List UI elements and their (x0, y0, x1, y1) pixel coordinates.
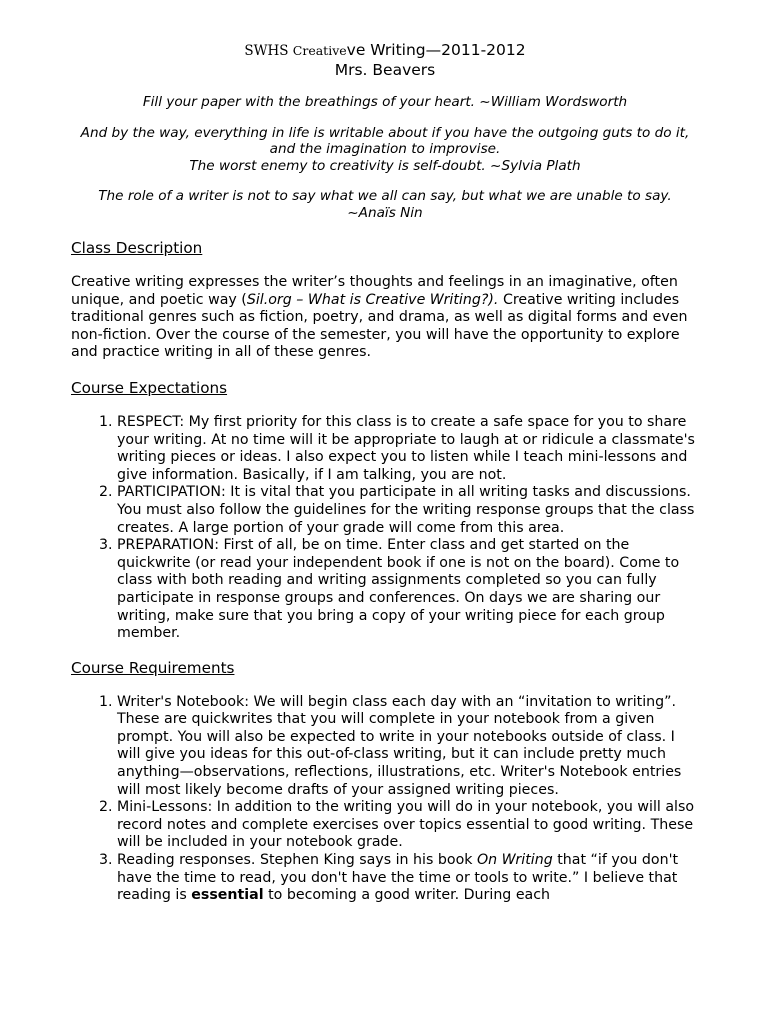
course-requirements-list (71, 694, 699, 905)
book-title: On Writing (476, 852, 553, 869)
class-description-text-cont: Creative writing includes traditional genres such as fiction, poetry, and drama, as well as digital forms and even non-fiction. Over the course of the semester, you will have the opportunity to explore and practice writing in all of these genres. (71, 291, 688, 361)
document-title (71, 40, 699, 61)
quote-plath (71, 125, 699, 175)
expectation-respect: 1. RESPECT: My first priority for this class is to create a safe space for you to share your writing. At no time will it be appropriate to laugh at or ridicule a classmate's writing pieces or ideas. I also expect you to listen while I teach mini-lessons and give information. Basically, if I am talking, you are not. (117, 414, 699, 484)
heading-course-requirements: Course Requirements (71, 658, 235, 677)
teacher-name: Mrs. Beavers (334, 61, 436, 79)
class-description-citation: Sil.org – What is Creative Writing?). (246, 291, 499, 308)
emphasis-essential: essential (191, 887, 264, 904)
class-description-paragraph (71, 274, 699, 362)
expectation-preparation: 3. PREPARATION: First of all, be on time. Enter class and get started on the quickwrite (or read your independent book if one is not on the board). Come to class with both reading and writing assignments completed so you can fully participate in response groups and conferences. On days we are sharing our writing, make sure that you bring a copy of your writing piece for each group member. (117, 537, 699, 643)
quote-nin-line2: ~Anaïs Nin (347, 204, 423, 221)
quote-plath-line3: The worst enemy to creativity is self-doubt. ~Sylvia Plath (189, 157, 581, 174)
quote-nin-line1: The role of a writer is not to say what we all can say, but what we are unable to say. (98, 188, 672, 204)
requirement-writers-notebook: 1. Writer's Notebook: We will begin class each day with an “invitation to writing”. These are quickwrites that you will complete in your notebook from a given prompt. You will also be expected to write in your notebooks outside of class. I will give you ideas for this out-of-class writing, but it can include pretty much anything—observations, reflections, illustrations, etc. Writer's Notebook entries will most likely become drafts of your assigned writing pieces. (117, 694, 699, 800)
reading-responses-quote: that “if you don't have the time to read, you don't have the time or tools to write.” I believe that reading is (117, 852, 679, 904)
quote-plath-line1: And by the way, everything in life is writable about if you have the outgoing guts to do it, (80, 124, 690, 141)
quote-wordsworth-text: Fill your paper with the breathings of your heart. ~William Wordsworth (142, 94, 628, 110)
title-course: ve Writing—2011-2012 (346, 41, 526, 59)
heading-course-expectations: Course Expectations (71, 378, 228, 397)
reading-responses-text: Reading responses. Stephen King says in his book (117, 852, 477, 869)
quote-nin (71, 188, 699, 221)
quote-plath-line2: and the imagination to improvise. (269, 141, 501, 157)
expectation-participation: 2. PARTICIPATION: It is vital that you participate in all writing tasks and discussions. You must also follow the guidelines for the writing response groups that the class creates. A large portion of your grade will come from this area. (117, 484, 699, 537)
reading-responses-cont: to becoming a good writer. During each (263, 887, 551, 904)
requirement-mini-lessons: 2. Mini-Lessons: In addition to the writing you will do in your notebook, you will also record notes and complete exercises over topics essential to good writing. These will be included in your notebook grade. (117, 799, 699, 852)
course-expectations-list (71, 414, 699, 643)
class-description-text: Creative writing expresses the writer’s thoughts and feelings in an imaginative, often unique, and poetic way ( (71, 274, 678, 308)
quote-wordsworth (71, 94, 699, 111)
title-creative: Creative (292, 43, 347, 58)
document-page (71, 40, 699, 921)
requirement-reading-responses (117, 852, 699, 905)
title-school: SWHS (244, 43, 293, 59)
heading-class-description: Class Description (71, 239, 203, 257)
